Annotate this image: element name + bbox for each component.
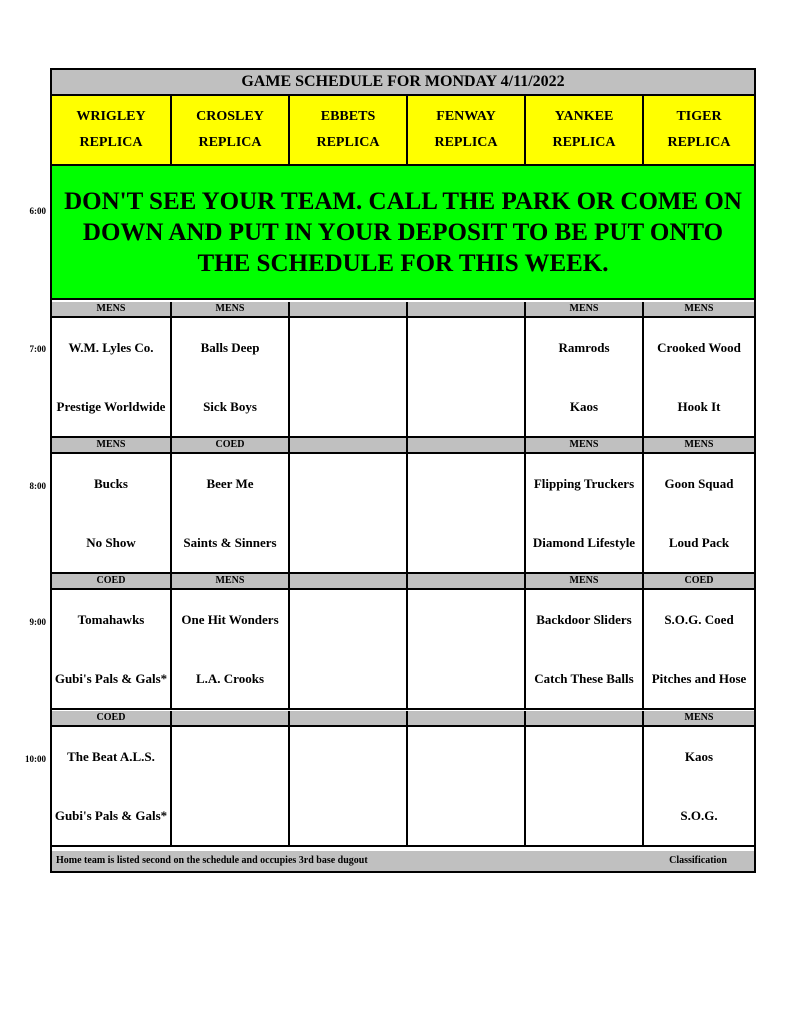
field-header-tiger — [642, 96, 754, 164]
game-slot-row — [52, 590, 754, 710]
deposit-banner: DON'T SEE YOUR TEAM. CALL THE PARK OR COME ON DOWN AND PUT IN YOUR DEPOSIT TO BE PUT ONTO THE SCHEDULE FOR THIS WEEK. — [52, 166, 754, 300]
field-header-row — [52, 96, 754, 166]
field-subtitle: REPLICA — [667, 135, 731, 150]
classification-label: MENS — [524, 302, 642, 316]
schedule-title: GAME SCHEDULE FOR MONDAY 4/11/2022 — [52, 70, 754, 96]
game-cell — [52, 454, 170, 572]
home-team — [526, 786, 642, 845]
classification-label: COED — [170, 438, 288, 452]
home-team: Saints & Sinners — [183, 534, 277, 550]
classification-row — [52, 574, 754, 590]
field-subtitle: REPLICA — [79, 135, 143, 150]
home-team: Catch These Balls — [534, 670, 634, 686]
home-team — [290, 513, 406, 572]
field-subtitle: REPLICA — [434, 135, 498, 150]
game-cell — [288, 318, 406, 436]
away-team: Goon Squad — [664, 475, 734, 491]
game-cell — [170, 727, 288, 845]
away-team: Flipping Truckers — [533, 475, 635, 491]
home-team — [408, 786, 524, 845]
game-cell — [642, 454, 754, 572]
classification-label — [288, 711, 406, 725]
away-team — [408, 318, 524, 377]
away-team: One Hit Wonders — [181, 611, 279, 627]
time-label: 9:00 — [29, 617, 46, 627]
away-team: W.M. Lyles Co. — [68, 339, 154, 355]
field-name: FENWAY — [436, 109, 496, 124]
field-subtitle: REPLICA — [198, 135, 262, 150]
game-cell — [52, 727, 170, 845]
game-cell — [524, 318, 642, 436]
field-name: CROSLEY — [196, 109, 264, 124]
classification-label: MENS — [642, 302, 754, 316]
game-cell — [406, 727, 524, 845]
field-header-ebbets — [288, 96, 406, 164]
game-cell — [406, 454, 524, 572]
away-team: Tomahawks — [77, 611, 145, 627]
classification-label — [524, 711, 642, 725]
home-team — [408, 513, 524, 572]
away-team: Balls Deep — [200, 339, 260, 355]
away-team — [408, 590, 524, 649]
classification-label — [170, 711, 288, 725]
game-cell — [288, 727, 406, 845]
home-team — [408, 377, 524, 436]
classification-label: COED — [96, 712, 126, 723]
classification-label — [288, 302, 406, 316]
classification-label: MENS — [642, 438, 754, 452]
schedule-footer — [52, 851, 754, 871]
home-team — [290, 377, 406, 436]
away-team: Ramrods — [558, 339, 610, 355]
classification-label — [288, 438, 406, 452]
game-cell — [406, 318, 524, 436]
home-team — [290, 649, 406, 708]
classification-label: COED — [96, 575, 126, 586]
game-cell — [52, 590, 170, 708]
game-cell — [524, 590, 642, 708]
away-team — [290, 318, 406, 377]
field-header-yankee — [524, 96, 642, 164]
game-cell — [642, 727, 754, 845]
away-team — [408, 454, 524, 513]
home-team: Gubi's Pals & Gals* — [54, 670, 168, 686]
game-cell — [288, 454, 406, 572]
game-slot-row — [52, 318, 754, 438]
game-cell — [406, 590, 524, 708]
classification-label: COED — [642, 574, 754, 588]
time-label: 8:00 — [29, 481, 46, 491]
game-slot-row — [52, 454, 754, 574]
away-team: Crooked Wood — [657, 339, 741, 355]
game-cell — [524, 727, 642, 845]
away-team: Beer Me — [206, 475, 254, 491]
away-team: The Beat A.L.S. — [67, 748, 155, 764]
classification-label — [406, 302, 524, 316]
home-team: Pitches and Hose — [651, 670, 747, 686]
classification-label: MENS — [170, 302, 288, 316]
home-team-note: Home team is listed second on the schedule and occupies 3rd base dugout — [56, 855, 368, 866]
home-team: Loud Pack — [668, 534, 730, 550]
game-slot-row — [52, 727, 754, 847]
away-team — [172, 727, 288, 786]
classification-label — [288, 574, 406, 588]
classification-row — [52, 438, 754, 454]
time-label: 10:00 — [25, 754, 46, 764]
time-label: 6:00 — [29, 206, 46, 216]
classification-label — [406, 574, 524, 588]
home-team — [172, 786, 288, 845]
classification-label: MENS — [524, 438, 642, 452]
classification-label — [406, 438, 524, 452]
field-header-crosley — [170, 96, 288, 164]
away-team: Bucks — [94, 475, 128, 491]
home-team: No Show — [86, 534, 136, 550]
away-team — [290, 454, 406, 513]
field-name: TIGER — [676, 109, 722, 124]
classification-row — [52, 711, 754, 727]
away-team — [290, 590, 406, 649]
schedule-table — [50, 68, 756, 873]
classification-label: MENS — [96, 439, 126, 450]
home-team — [408, 649, 524, 708]
classification-label: MENS — [170, 574, 288, 588]
away-team — [526, 727, 642, 786]
away-team — [290, 727, 406, 786]
home-team: Hook It — [677, 398, 721, 414]
classification-label — [406, 711, 524, 725]
away-team: S.O.G. Coed — [664, 611, 734, 627]
home-team: Diamond Lifestyle — [532, 534, 636, 550]
field-name: YANKEE — [554, 109, 614, 124]
field-header-fenway — [406, 96, 524, 164]
classification-label: MENS — [524, 574, 642, 588]
home-team — [290, 786, 406, 845]
home-team: Prestige Worldwide — [56, 398, 166, 414]
game-cell — [52, 318, 170, 436]
home-team: Kaos — [569, 398, 599, 414]
field-header-wrigley — [52, 96, 170, 164]
game-cell — [524, 454, 642, 572]
classification-row — [52, 302, 754, 318]
away-team: Kaos — [684, 748, 714, 764]
classification-label: MENS — [642, 711, 754, 725]
field-name: EBBETS — [320, 109, 376, 124]
field-subtitle: REPLICA — [552, 135, 616, 150]
away-team — [408, 727, 524, 786]
classification-label: MENS — [96, 303, 126, 314]
field-subtitle: REPLICA — [316, 135, 380, 150]
home-team: Gubi's Pals & Gals* — [54, 807, 168, 823]
classification-note: Classification — [669, 855, 727, 866]
away-team: Backdoor Sliders — [536, 611, 632, 627]
home-team: S.O.G. — [680, 807, 718, 823]
game-cell — [170, 318, 288, 436]
game-cell — [170, 454, 288, 572]
game-cell — [170, 590, 288, 708]
game-cell — [642, 318, 754, 436]
time-label: 7:00 — [29, 344, 46, 354]
game-cell — [642, 590, 754, 708]
home-team: L.A. Crooks — [195, 670, 265, 686]
home-team: Sick Boys — [203, 398, 257, 414]
game-cell — [288, 590, 406, 708]
field-name: WRIGLEY — [76, 109, 146, 124]
